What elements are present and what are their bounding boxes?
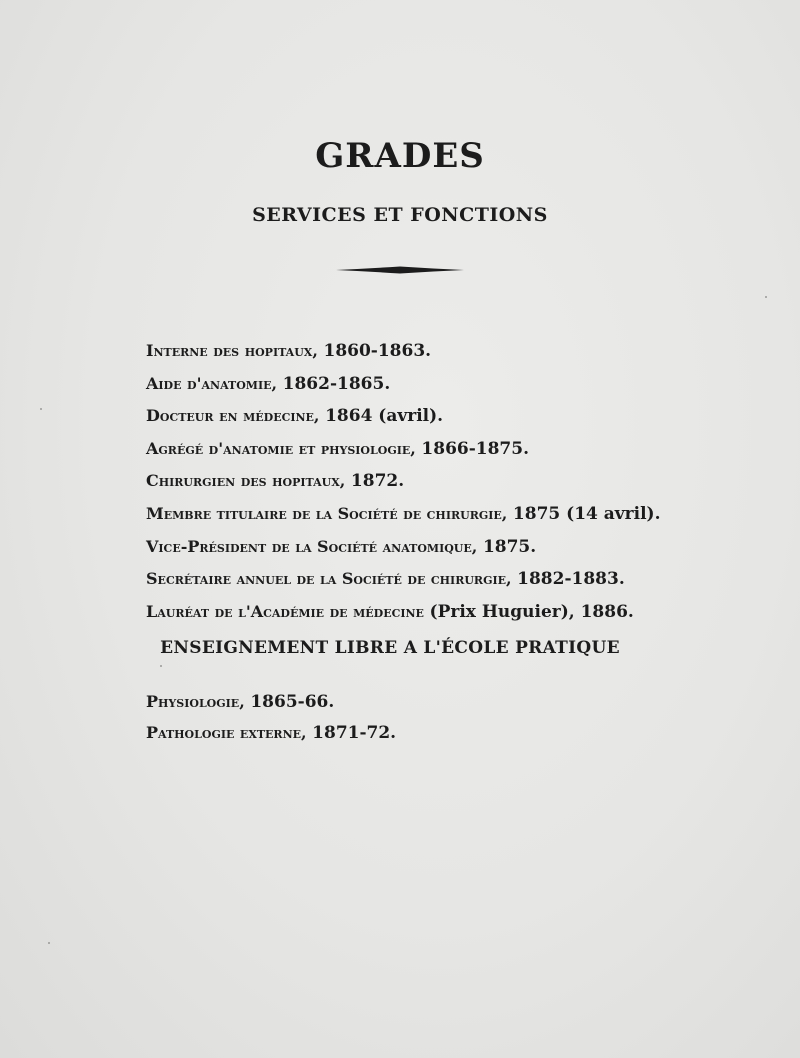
item-date: 1860-1863.	[323, 341, 432, 361]
item-label: Pathologie externe,	[146, 723, 307, 742]
item-date: 1882-1883.	[517, 569, 625, 590]
list-item	[146, 686, 646, 717]
item-date: (Prix Huguier), 1886.	[429, 601, 634, 622]
list-item	[146, 563, 706, 596]
ornamental-rule	[336, 265, 464, 275]
item-label: Lauréat de l'Académie de médecine	[146, 601, 424, 621]
item-label: Interne des hopitaux,	[146, 341, 318, 360]
grades-list	[146, 335, 706, 628]
item-label: Chirurgien des hopitaux,	[146, 471, 346, 491]
item-label: Membre titulaire de la Société de chirurgie,	[146, 503, 508, 523]
item-label: Vice-Président de la Société anatomique,	[146, 536, 478, 556]
item-date: 1875 (14 avril).	[512, 503, 661, 524]
list-item	[146, 335, 706, 368]
item-date: 1866-1875.	[421, 438, 530, 459]
item-date: 1875.	[482, 536, 537, 557]
paper-speck	[40, 408, 42, 410]
item-date: 1865-66.	[250, 692, 335, 712]
list-item	[146, 368, 706, 401]
page-subtitle: SERVICES ET FONCTIONS	[252, 204, 548, 226]
list-item	[146, 717, 646, 748]
item-label: Docteur en médecine,	[146, 406, 320, 426]
list-item	[146, 400, 706, 433]
section-heading: ENSEIGNEMENT LIBRE A L'ÉCOLE PRATIQUE	[160, 638, 620, 658]
teaching-list	[146, 686, 646, 748]
page-title: GRADES	[315, 136, 485, 176]
item-date: 1862-1865.	[282, 373, 391, 394]
item-label: Agrégé d'anatomie et physiologie,	[146, 438, 416, 458]
item-label: Aide d'anatomie,	[146, 373, 278, 393]
item-label: Secrétaire annuel de la Société de chirurgie,	[146, 569, 512, 589]
item-date: 1872.	[350, 471, 405, 492]
list-item	[146, 465, 706, 498]
item-label: Physiologie,	[146, 692, 245, 711]
paper-speck	[160, 665, 162, 667]
paper-speck	[48, 942, 50, 944]
paper-speck	[765, 296, 767, 298]
item-date: 1864 (avril).	[325, 406, 444, 427]
item-date: 1871-72.	[312, 723, 397, 743]
list-item	[146, 498, 706, 531]
list-item	[146, 531, 706, 564]
list-item	[146, 596, 706, 629]
list-item	[146, 433, 706, 466]
